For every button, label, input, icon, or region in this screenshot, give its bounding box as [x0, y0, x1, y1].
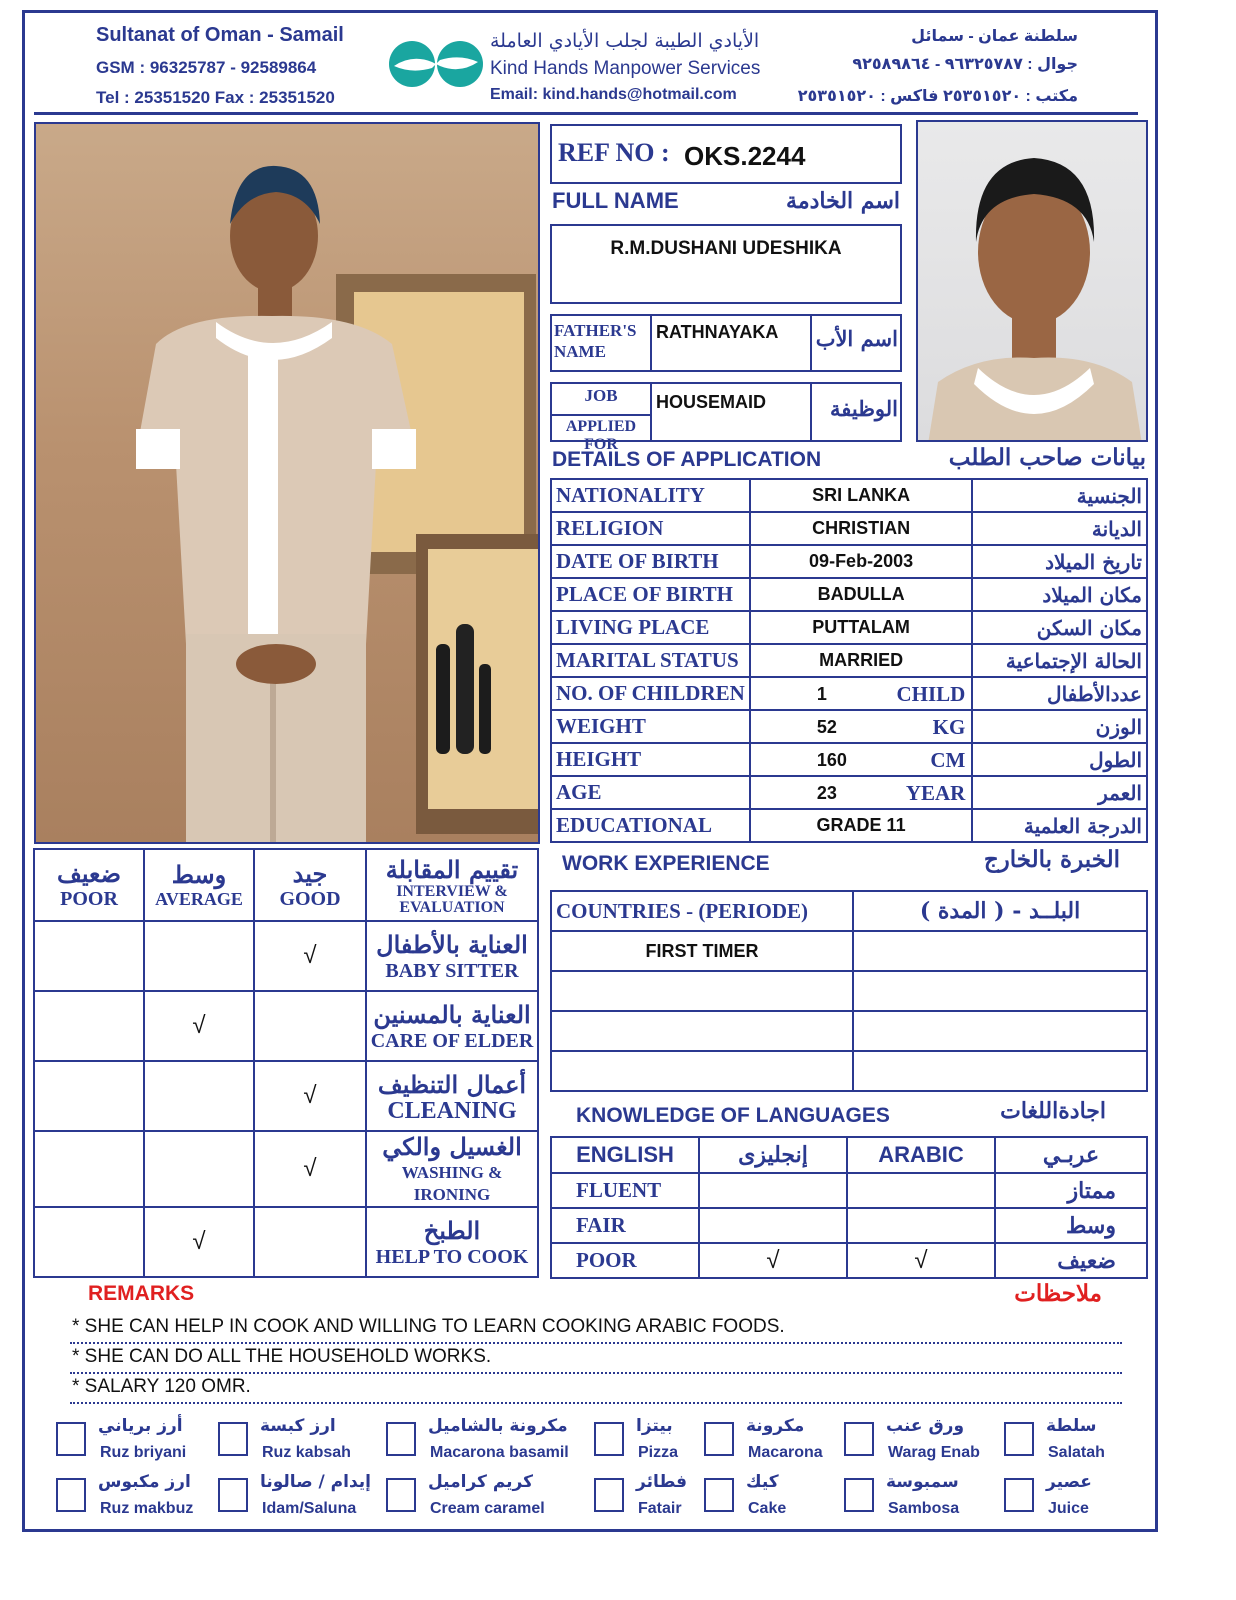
header-right-line3: مكتب : ٢٥٣٥١٥٢٠ فاكس : ٢٥٣٥١٥٢٠ [797, 88, 1078, 105]
header-left-line2: GSM : 96325787 - 92589864 [96, 58, 317, 77]
remark-divider-3 [70, 1402, 1122, 1404]
lang-english-check [699, 1173, 847, 1208]
food-checkbox[interactable] [844, 1478, 874, 1512]
work-experience-table [550, 890, 1148, 1092]
details-row-label-ar: الديانة [972, 512, 1147, 545]
remark-divider-1 [70, 1342, 1122, 1344]
evaluation-row [34, 1061, 538, 1131]
lang-english-ar: إنجليزى [699, 1137, 847, 1173]
eval-average-cell: √ [144, 1207, 254, 1277]
eval-skill-cell [366, 1131, 538, 1207]
food-name-ar: مكرونة بالشاميل [428, 1416, 568, 1436]
evaluation-row [34, 1131, 538, 1207]
details-row [551, 512, 1147, 545]
details-row [551, 809, 1147, 842]
full-name-label-ar: اسم الخادمة [786, 188, 900, 214]
eval-skill-en: CLEANING [387, 1098, 517, 1124]
eval-skill-en: WASHING & IRONING [401, 1163, 503, 1204]
eval-skill-ar: الطبخ [423, 1216, 481, 1245]
food-checkbox[interactable] [218, 1422, 248, 1456]
food-name-ar: كريم كراميل [428, 1472, 534, 1492]
details-row-value-cell [750, 611, 973, 644]
company-logo-icon [386, 40, 486, 88]
food-checkbox[interactable] [594, 1478, 624, 1512]
details-row-label-ar: العمر [972, 776, 1147, 809]
eval-good-cell: √ [254, 921, 366, 991]
header-right-line1: سلطنة عمان - سمائل [911, 28, 1078, 45]
details-table [550, 478, 1148, 843]
details-row-value-cell [750, 677, 973, 710]
full-name-value: R.M.DUSHANI UDESHIKA [610, 238, 842, 259]
food-checkbox[interactable] [1004, 1422, 1034, 1456]
food-name-en: Juice [1048, 1500, 1089, 1517]
work-col-ar-text: البلــد - ( المدة ) [919, 898, 1081, 924]
eval-average-cell [144, 1061, 254, 1131]
details-row-label-ar: مكان الميلاد [972, 578, 1147, 611]
job-applied-box [550, 382, 902, 453]
details-row [551, 710, 1147, 743]
eval-average-cell [144, 1131, 254, 1207]
work-row-period [853, 971, 1147, 1011]
eval-skill-cell [366, 921, 538, 991]
full-body-photo [34, 122, 540, 844]
language-row [551, 1208, 1147, 1243]
eval-average-cell: √ [144, 991, 254, 1061]
details-row-value: MARRIED [819, 650, 904, 670]
evaluation-row [34, 1207, 538, 1277]
details-row-value: GRADE 11 [816, 815, 906, 835]
food-checkbox[interactable] [56, 1478, 86, 1512]
details-row-label: HEIGHT [551, 743, 750, 776]
details-row-label-ar: عددالأطفال [972, 677, 1147, 710]
languages-title: KNOWLEDGE OF LANGUAGES [576, 1104, 890, 1127]
language-row [551, 1173, 1147, 1208]
ref-no-label: REF NO : [558, 138, 670, 167]
lang-arabic-en: ARABIC [847, 1137, 995, 1173]
food-name-ar: ارز مكبوس [98, 1472, 191, 1492]
eval-skill-en: CARE OF ELDER [370, 1030, 534, 1052]
job-label-ar: الوظيفة [829, 396, 898, 421]
father-divider-2 [810, 316, 812, 370]
food-name-en: Idam/Saluna [262, 1500, 357, 1517]
father-name-label [554, 320, 637, 362]
eval-skill-ar: العناية بالمسنين [373, 1000, 531, 1029]
eval-head-avg-en: AVERAGE [155, 889, 243, 909]
father-name-label-ar: اسم الأب [815, 326, 898, 351]
eval-skill-cell [366, 1061, 538, 1131]
food-name-ar: مكرونة [746, 1416, 805, 1436]
father-name-value: RATHNAYAKA [656, 322, 779, 342]
eval-head-poor-ar: ضعيف [56, 859, 122, 888]
details-row-unit: CM [930, 748, 966, 772]
remark-divider-2 [70, 1372, 1122, 1374]
food-name-ar: كيك [746, 1472, 779, 1492]
lang-level-ar: ضعيف [995, 1243, 1147, 1278]
details-row-value-cell [750, 644, 973, 677]
food-name-en: Warag Enab [888, 1444, 980, 1461]
work-col-en-text: COUNTRIES - (PERIODE) [556, 898, 809, 923]
food-checkbox[interactable] [704, 1478, 734, 1512]
header-left-line1: Sultanat of Oman - Samail [96, 24, 344, 46]
job-label-divider [552, 414, 650, 416]
food-name-en: Salatah [1048, 1444, 1105, 1461]
details-row-label: DATE OF BIRTH [551, 545, 750, 578]
details-row [551, 479, 1147, 512]
food-name-ar: ورق عنب [886, 1416, 965, 1436]
work-row-period [853, 1051, 1147, 1091]
details-row-label: LIVING PLACE [551, 611, 750, 644]
remarks-title-ar: ملاحظات [1014, 1280, 1102, 1307]
details-row-value-cell [750, 512, 973, 545]
eval-good-cell [254, 1207, 366, 1277]
food-checkbox[interactable] [386, 1422, 416, 1456]
food-checkbox[interactable] [56, 1422, 86, 1456]
header-right-line2: جوال : ٩٦٣٢٥٧٨٧ - ٩٢٥٨٩٨٦٤ [852, 56, 1078, 73]
eval-head-title [366, 849, 538, 921]
details-row-unit: YEAR [905, 781, 966, 805]
food-checkbox[interactable] [218, 1478, 248, 1512]
details-row-value: CHRISTIAN [812, 518, 911, 538]
work-row-period [853, 1011, 1147, 1051]
eval-head-average [144, 849, 254, 921]
work-row-period [853, 931, 1147, 971]
lang-level-ar: وسط [995, 1208, 1147, 1243]
lang-arabic-check [847, 1208, 995, 1243]
eval-head-title-ar: تقييم المقابلة [385, 854, 519, 884]
work-row [551, 931, 1147, 971]
details-row-value: 09-Feb-2003 [809, 551, 914, 571]
details-row-value: 1 [816, 684, 827, 704]
eval-head-title-en: INTERVIEW & EVALUATION [396, 882, 508, 916]
eval-good-cell: √ [254, 1131, 366, 1207]
eval-poor-cell [34, 921, 144, 991]
work-row-country [551, 1011, 853, 1051]
details-row-label-ar: الطول [972, 743, 1147, 776]
language-row [551, 1243, 1147, 1278]
food-name-ar: فطائر [636, 1472, 688, 1492]
food-checkbox[interactable] [386, 1478, 416, 1512]
lang-english-en: ENGLISH [551, 1137, 699, 1173]
details-row [551, 776, 1147, 809]
details-row-label: AGE [551, 776, 750, 809]
food-name-en: Macarona basamil [430, 1444, 569, 1461]
details-row [551, 677, 1147, 710]
work-col-ar [853, 891, 1147, 931]
details-row [551, 644, 1147, 677]
details-row-value-cell [750, 809, 973, 842]
food-name-en: Ruz briyani [100, 1444, 187, 1461]
details-row-label-ar: الحالة الإجتماعية [972, 644, 1147, 677]
lang-arabic-ar: عربـي [995, 1137, 1147, 1173]
evaluation-row [34, 991, 538, 1061]
work-row [551, 1011, 1147, 1051]
ref-no-box [550, 124, 902, 184]
details-row-label: EDUCATIONAL [551, 809, 750, 842]
father-name-box [550, 314, 902, 372]
details-row-label-ar: الوزن [972, 710, 1147, 743]
eval-poor-cell [34, 1131, 144, 1207]
details-row-value: 52 [816, 717, 837, 737]
company-email: Email: kind.hands@hotmail.com [490, 86, 737, 103]
eval-skill-ar: الغسيل والكي [382, 1132, 522, 1161]
lang-arabic-check: √ [847, 1243, 995, 1278]
work-experience-title: WORK EXPERIENCE [562, 852, 770, 875]
details-row-value: BADULLA [817, 584, 905, 604]
eval-head-good-ar: جيد [292, 859, 328, 888]
details-row-unit: CHILD [896, 682, 966, 706]
food-name-ar: سلطة [1046, 1416, 1097, 1436]
details-row-value-cell [750, 578, 973, 611]
evaluation-row [34, 921, 538, 991]
eval-average-cell [144, 921, 254, 991]
job-divider [650, 384, 652, 440]
lang-english-check [699, 1208, 847, 1243]
remark-line-2: * SHE CAN DO ALL THE HOUSEHOLD WORKS. [72, 1346, 492, 1367]
details-row [551, 545, 1147, 578]
work-row-country: FIRST TIMER [551, 931, 853, 971]
details-row-label: WEIGHT [551, 710, 750, 743]
food-name-en: Fatair [638, 1500, 682, 1517]
details-row-unit: KG [932, 715, 966, 739]
evaluation-table [33, 848, 539, 1278]
eval-poor-cell [34, 1061, 144, 1131]
food-name-en: Macarona [748, 1444, 823, 1461]
details-row-value-cell [750, 479, 973, 512]
eval-head-avg-ar: وسط [171, 860, 227, 889]
father-name-label-2: NAME [554, 342, 606, 361]
work-row-country [551, 971, 853, 1011]
details-row-label-ar: الجنسية [972, 479, 1147, 512]
eval-skill-cell [366, 991, 538, 1061]
work-row-country [551, 1051, 853, 1091]
lang-level-en: FAIR [551, 1208, 699, 1243]
job-label-2: APPLIED FOR [565, 418, 637, 453]
company-name-en: Kind Hands Manpower Services [490, 58, 761, 79]
food-checkbox[interactable] [844, 1422, 874, 1456]
details-row-label: NATIONALITY [551, 479, 750, 512]
job-label-1: JOB [584, 386, 618, 405]
eval-head-good [254, 849, 366, 921]
remarks-title: REMARKS [88, 1282, 195, 1305]
lang-english-check: √ [699, 1243, 847, 1278]
food-name-en: Sambosa [888, 1500, 960, 1517]
father-name-label-1: FATHER'S [554, 321, 637, 340]
details-row-value: PUTTALAM [812, 617, 910, 637]
eval-good-cell [254, 991, 366, 1061]
remark-line-3: * SALARY 120 OMR. [72, 1376, 251, 1397]
details-row-label-ar: مكان السكن [972, 611, 1147, 644]
food-checkbox[interactable] [704, 1422, 734, 1456]
eval-head-poor-en: POOR [60, 888, 118, 910]
details-row-label: MARITAL STATUS [551, 644, 750, 677]
details-row-value-cell [750, 710, 973, 743]
food-name-en: Ruz kabsah [262, 1444, 351, 1461]
eval-skill-en: BABY SITTER [385, 960, 519, 982]
details-row-label: NO. OF CHILDREN [551, 677, 750, 710]
header-left-line3: Tel : 25351520 Fax : 25351520 [96, 88, 335, 107]
food-name-ar: سمبوسة [886, 1472, 959, 1492]
details-row-value: 160 [816, 750, 847, 770]
food-name-ar: بيتزا [636, 1416, 673, 1436]
remark-line-1: * SHE CAN HELP IN COOK AND WILLING TO LEARN COOKING ARABIC FOODS. [72, 1316, 785, 1337]
food-checkbox[interactable] [594, 1422, 624, 1456]
details-row [551, 611, 1147, 644]
food-name-en: Cake [748, 1500, 787, 1517]
work-experience-title-ar: الخبرة بالخارج [983, 846, 1120, 873]
lang-arabic-check [847, 1173, 995, 1208]
details-row-value-cell [750, 743, 973, 776]
food-name-ar: أرز برياني [98, 1416, 183, 1436]
food-name-en: Cream caramel [430, 1500, 545, 1517]
details-row [551, 743, 1147, 776]
lang-level-en: FLUENT [551, 1173, 699, 1208]
father-divider [650, 316, 652, 370]
job-divider-2 [810, 384, 812, 440]
work-row [551, 1051, 1147, 1091]
details-row-value: SRI LANKA [812, 485, 911, 505]
lang-level-ar: ممتاز [995, 1173, 1147, 1208]
eval-poor-cell [34, 1207, 144, 1277]
eval-skill-ar: العناية بالأطفال [376, 930, 528, 959]
details-row-value-cell [750, 545, 973, 578]
details-title: DETAILS OF APPLICATION [552, 448, 822, 471]
company-name-ar: الأيادي الطيبة لجلب الأيادي العاملة [490, 30, 760, 52]
details-row-label: PLACE OF BIRTH [551, 578, 750, 611]
portrait-photo [916, 120, 1148, 442]
details-row-value-cell [750, 776, 973, 809]
eval-skill-ar: أعمال التنظيف [377, 1070, 527, 1099]
details-row-value: 23 [816, 783, 837, 803]
eval-skill-en: HELP TO COOK [375, 1246, 529, 1268]
details-row-label-ar: تاريخ الميلاد [972, 545, 1147, 578]
eval-head-poor [34, 849, 144, 921]
full-name-label: FULL NAME [552, 188, 679, 213]
food-name-ar: إيدام / صالونا [260, 1472, 371, 1492]
eval-poor-cell [34, 991, 144, 1061]
details-title-ar: بيانات صاحب الطلب [948, 444, 1146, 471]
food-name-ar: عصير [1046, 1472, 1092, 1492]
job-value: HOUSEMAID [656, 392, 767, 412]
food-name-ar: ارز كبسة [260, 1416, 336, 1436]
languages-table [550, 1136, 1148, 1279]
eval-skill-cell [366, 1207, 538, 1277]
food-name-en: Ruz makbuz [100, 1500, 194, 1517]
work-row [551, 971, 1147, 1011]
food-checkbox[interactable] [1004, 1478, 1034, 1512]
details-row-label: RELIGION [551, 512, 750, 545]
eval-good-cell: √ [254, 1061, 366, 1131]
details-row [551, 578, 1147, 611]
eval-head-good-en: GOOD [279, 888, 341, 910]
languages-title-ar: اجادةاللغات [1000, 1098, 1106, 1124]
food-name-en: Pizza [638, 1444, 679, 1461]
ref-no-value: OKS.2244 [684, 141, 806, 171]
details-row-label-ar: الدرجة العلمية [972, 809, 1147, 842]
full-name-box [550, 224, 902, 304]
header-divider [34, 112, 1138, 115]
lang-level-en: POOR [551, 1243, 699, 1278]
work-col-en [551, 891, 853, 931]
